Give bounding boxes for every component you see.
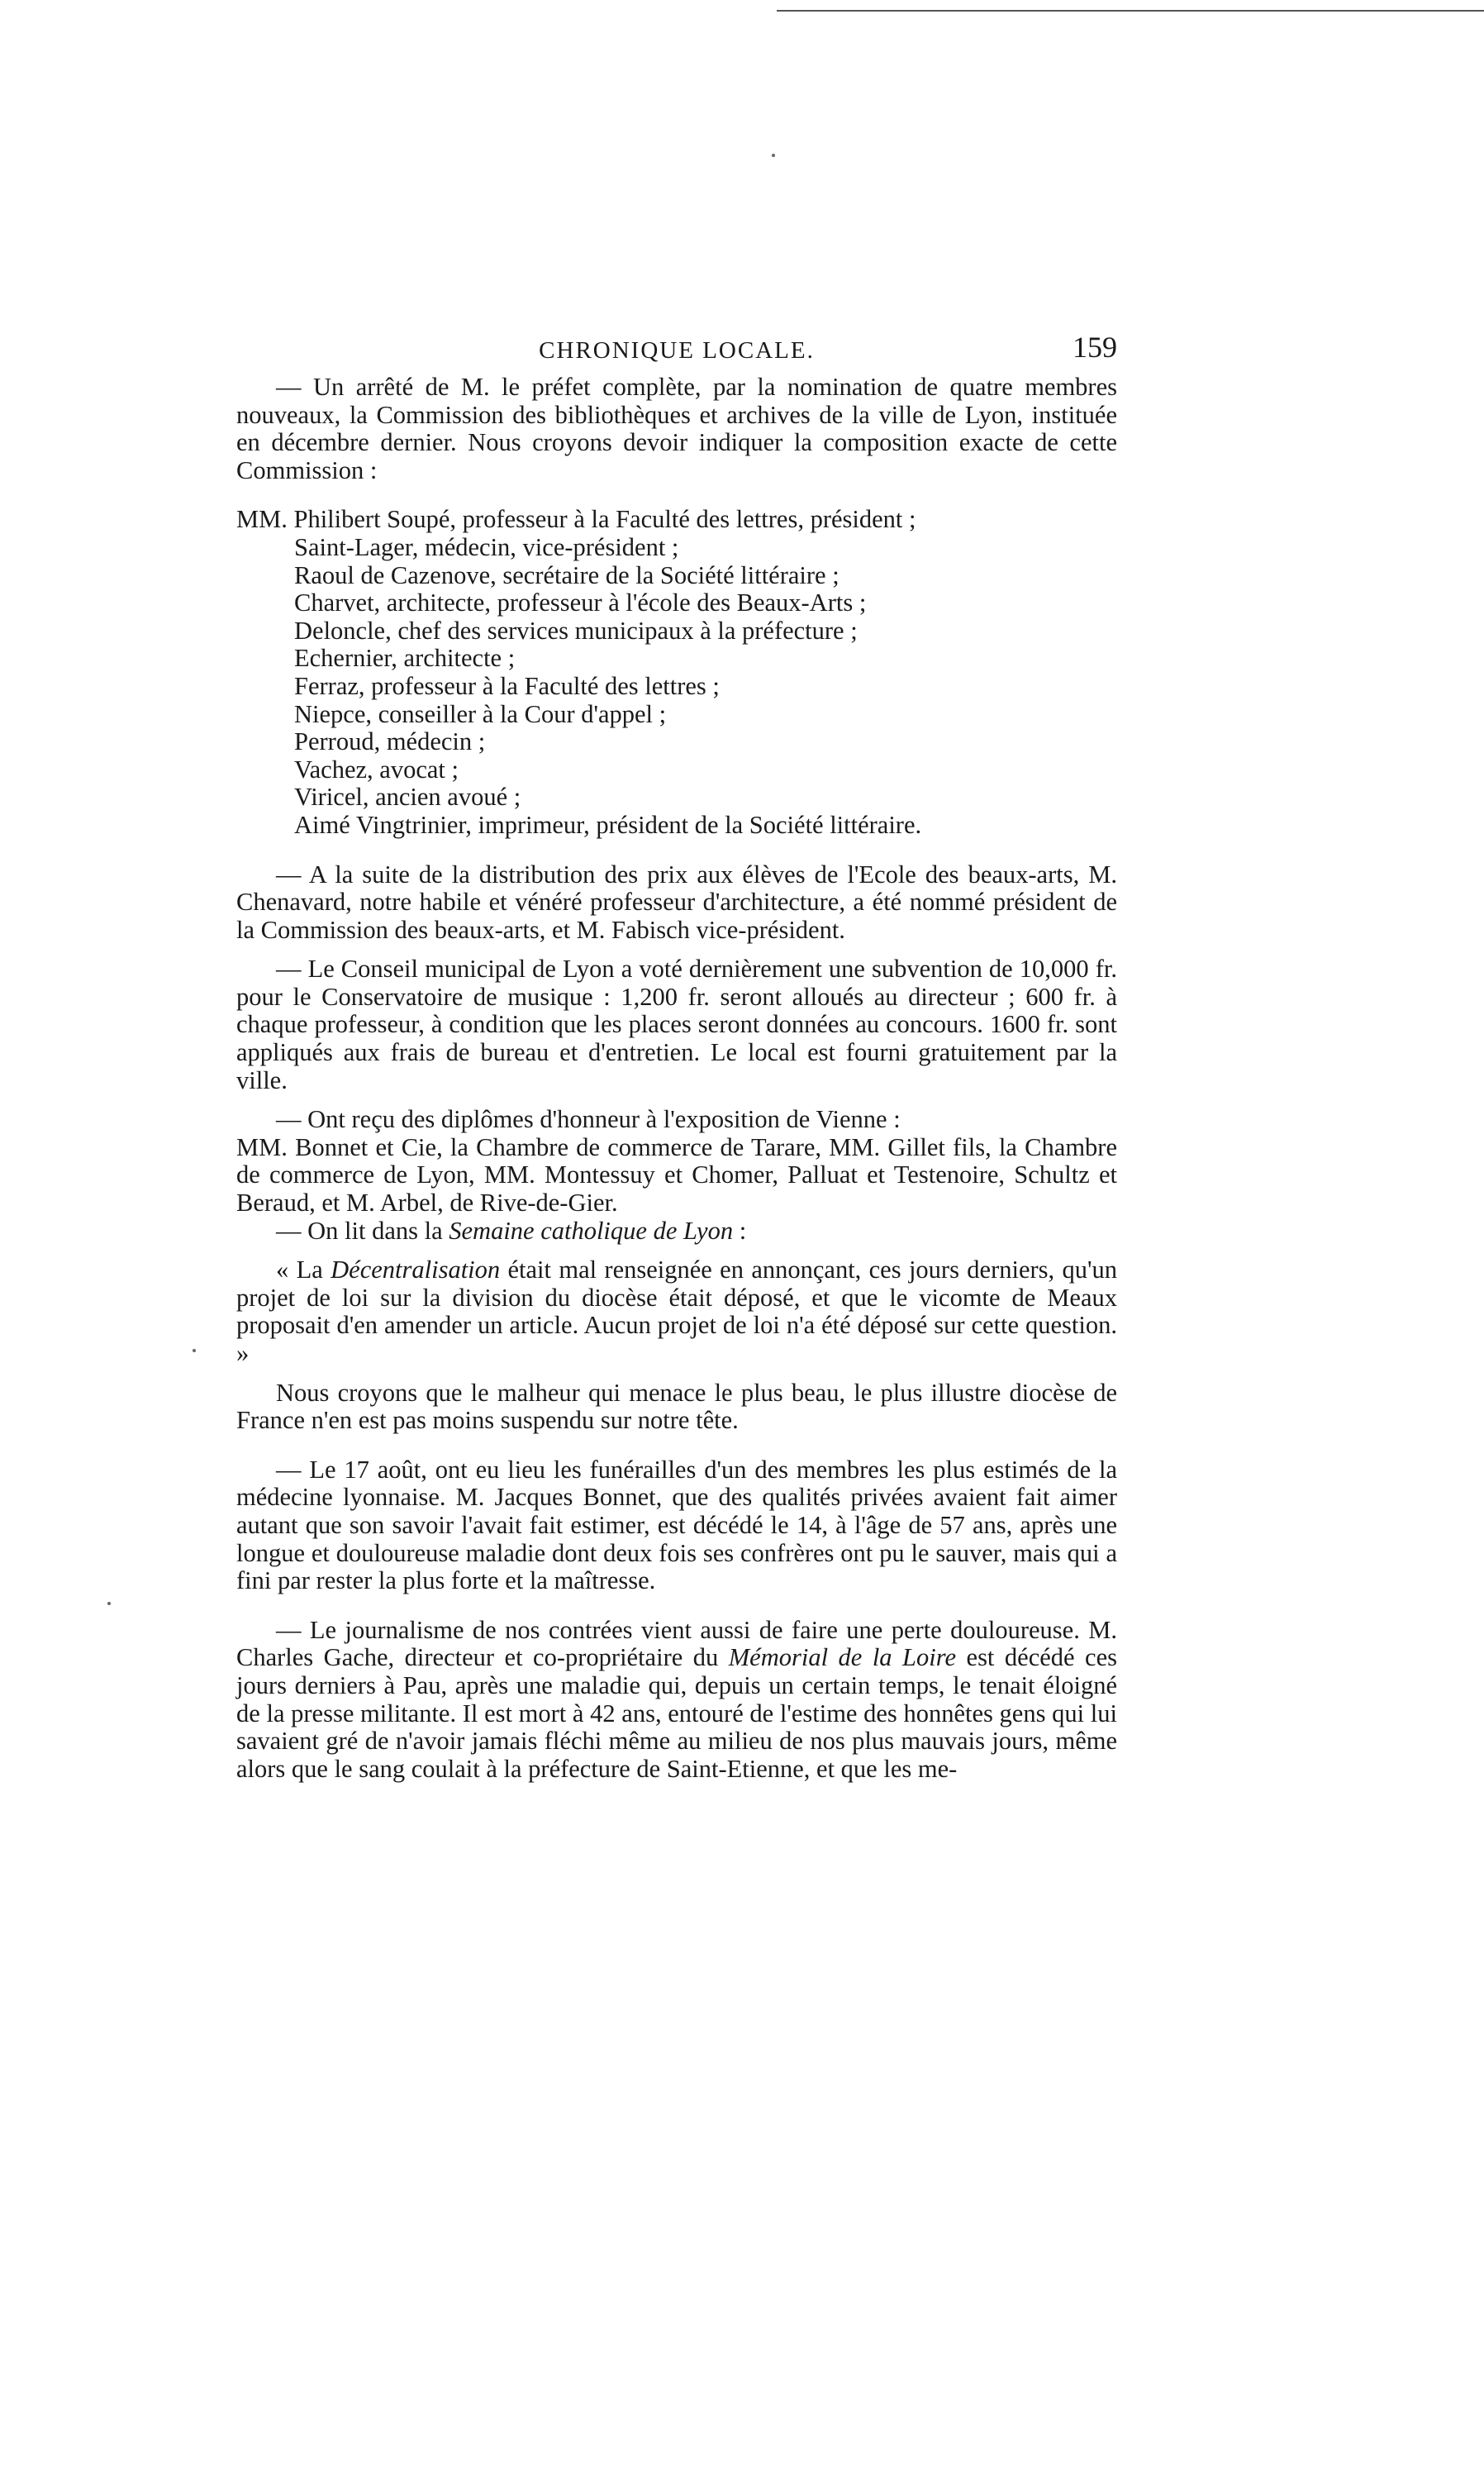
commission-member: Viricel, ancien avoué ;: [294, 783, 521, 812]
scan-speck: [107, 1602, 111, 1605]
paragraph-quotation: [236, 1256, 1117, 1367]
commission-member: Aimé Vingtrinier, imprimeur, président de la Société littéraire.: [294, 810, 922, 839]
text-run: est décédé ces jours derniers à Pau, après une maladie qui, depuis un certain temps, le tenait éloigné de la presse militante. Il est mort à 42 ans, entouré de l'estime des honnêtes gens qui lui savaient gré de n'avoir jamais fléchi même au milieu de nos plus mauvais jours, même alors que le sang coulait à la préfecture de Saint-Etienne, et que les me-: [236, 1643, 1118, 1783]
paragraph-diplomes: — Ont reçu des diplômes d'honneur à l'exposition de Vienne :: [276, 1105, 901, 1134]
commission-member: Saint-Lager, médecin, vice-président ;: [294, 532, 679, 561]
paragraph-semaine-catholique: [236, 1218, 1117, 1246]
commission-member: Vachez, avocat ;: [294, 755, 459, 784]
page-number: 159: [1073, 331, 1117, 364]
commission-member: Echernier, architecte ;: [294, 644, 516, 673]
commission-member: Deloncle, chef des services municipaux à la préfecture ;: [294, 616, 858, 645]
paragraph-conservatoire: — Le Conseil municipal de Lyon a voté dernièrement une subvention de 10,000 fr. pour le Conservatoire de musique : 1,200 fr. seront alloués au directeur ; 600 fr. à chaque professeur, à condition que les places seront données au concours. 1600 fr. sont appliqués aux frais de bureau et d'entretien. Le local est fourni gratuitement par la ville.: [236, 955, 1117, 1094]
text-run: — Le journalisme de nos contrées vient aussi de faire une perte douloureuse. M. Charles Gache, directeur et co-propriétaire du: [236, 1615, 1117, 1672]
top-rule: [777, 10, 1484, 12]
publication-title: Semaine catholique de Lyon: [449, 1216, 734, 1245]
commission-member: Niepce, conseiller à la Cour d'appel ;: [294, 699, 667, 728]
paragraph-journalisme: [236, 1617, 1117, 1784]
paragraph-commission-intro: — Un arrêté de M. le préfet complète, par la nomination de quatre membres nouveaux, la Commission des bibliothèques et archives de la ville de Lyon, instituée en décembre dernier. Nous croyons devoir indiquer la composition exacte de cette Commission :: [236, 373, 1117, 484]
paragraph-diocese: Nous croyons que le malheur qui menace le plus beau, le plus illustre diocèse de France n'en est pas moins suspendu sur notre tête.: [236, 1378, 1117, 1435]
commission-member: MM. Philibert Soupé, professeur à la Faculté des lettres, président ;: [236, 505, 916, 534]
commission-member: Raoul de Cazenove, secrétaire de la Société littéraire ;: [294, 560, 840, 589]
paragraph-laureates: MM. Bonnet et Cie, la Chambre de commerce de Tarare, MM. Gillet fils, la Chambre de commerce de Lyon, MM. Montessuy et Chomer, Palluat et Testenoire, Schultz et Beraud, et M. Arbel, de Rive-de-Gier.: [236, 1132, 1117, 1218]
text-run: — On lit dans la: [276, 1216, 449, 1245]
page-header: [236, 331, 1117, 374]
paragraph-funerailles: — Le 17 août, ont eu lieu les funérailles d'un des membres les plus estimés de la médecine lyonnaise. M. Jacques Bonnet, que des qualités privées avaient fait aimer autant que son savoir l'avait fait estimer, est décédé le 14, à l'âge de 57 ans, après une longue et douloureuse maladie dont deux fois ses confrères ont pu le sauver, mais qui a fini par rester la plus forte et la maîtresse.: [236, 1455, 1117, 1595]
paragraph-beaux-arts: — A la suite de la distribution des prix aux élèves de l'Ecole des beaux-arts, M. Chenavard, notre habile et vénéré professeur d'architecture, a été nommé président de la Commission des beaux-arts, et M. Fabisch vice-président.: [236, 860, 1117, 944]
commission-member: Perroud, médecin ;: [294, 727, 486, 756]
commission-member: Charvet, architecte, professeur à l'école des Beaux-Arts ;: [294, 589, 867, 617]
text-run: :: [733, 1216, 747, 1245]
running-title: CHRONIQUE LOCALE.: [539, 337, 815, 364]
book-page: [236, 331, 1118, 1783]
publication-title: Décentralisation: [331, 1256, 501, 1284]
scan-speck: [193, 1349, 196, 1352]
publication-title: Mémorial de la Loire: [728, 1643, 957, 1672]
text-run: était mal renseignée en annonçant, ces jours derniers, qu'un projet de loi sur la division du diocèse était déposé, et que le vicomte de Meaux proposait d'en amender un article. Aucun projet de loi n'a été déposé sur cette question. »: [236, 1256, 1117, 1367]
text-run: « La: [276, 1256, 331, 1284]
commission-member: Ferraz, professeur à la Faculté des lettres ;: [294, 671, 720, 700]
commission-member-list: [236, 506, 1117, 839]
scan-speck: [772, 154, 775, 157]
